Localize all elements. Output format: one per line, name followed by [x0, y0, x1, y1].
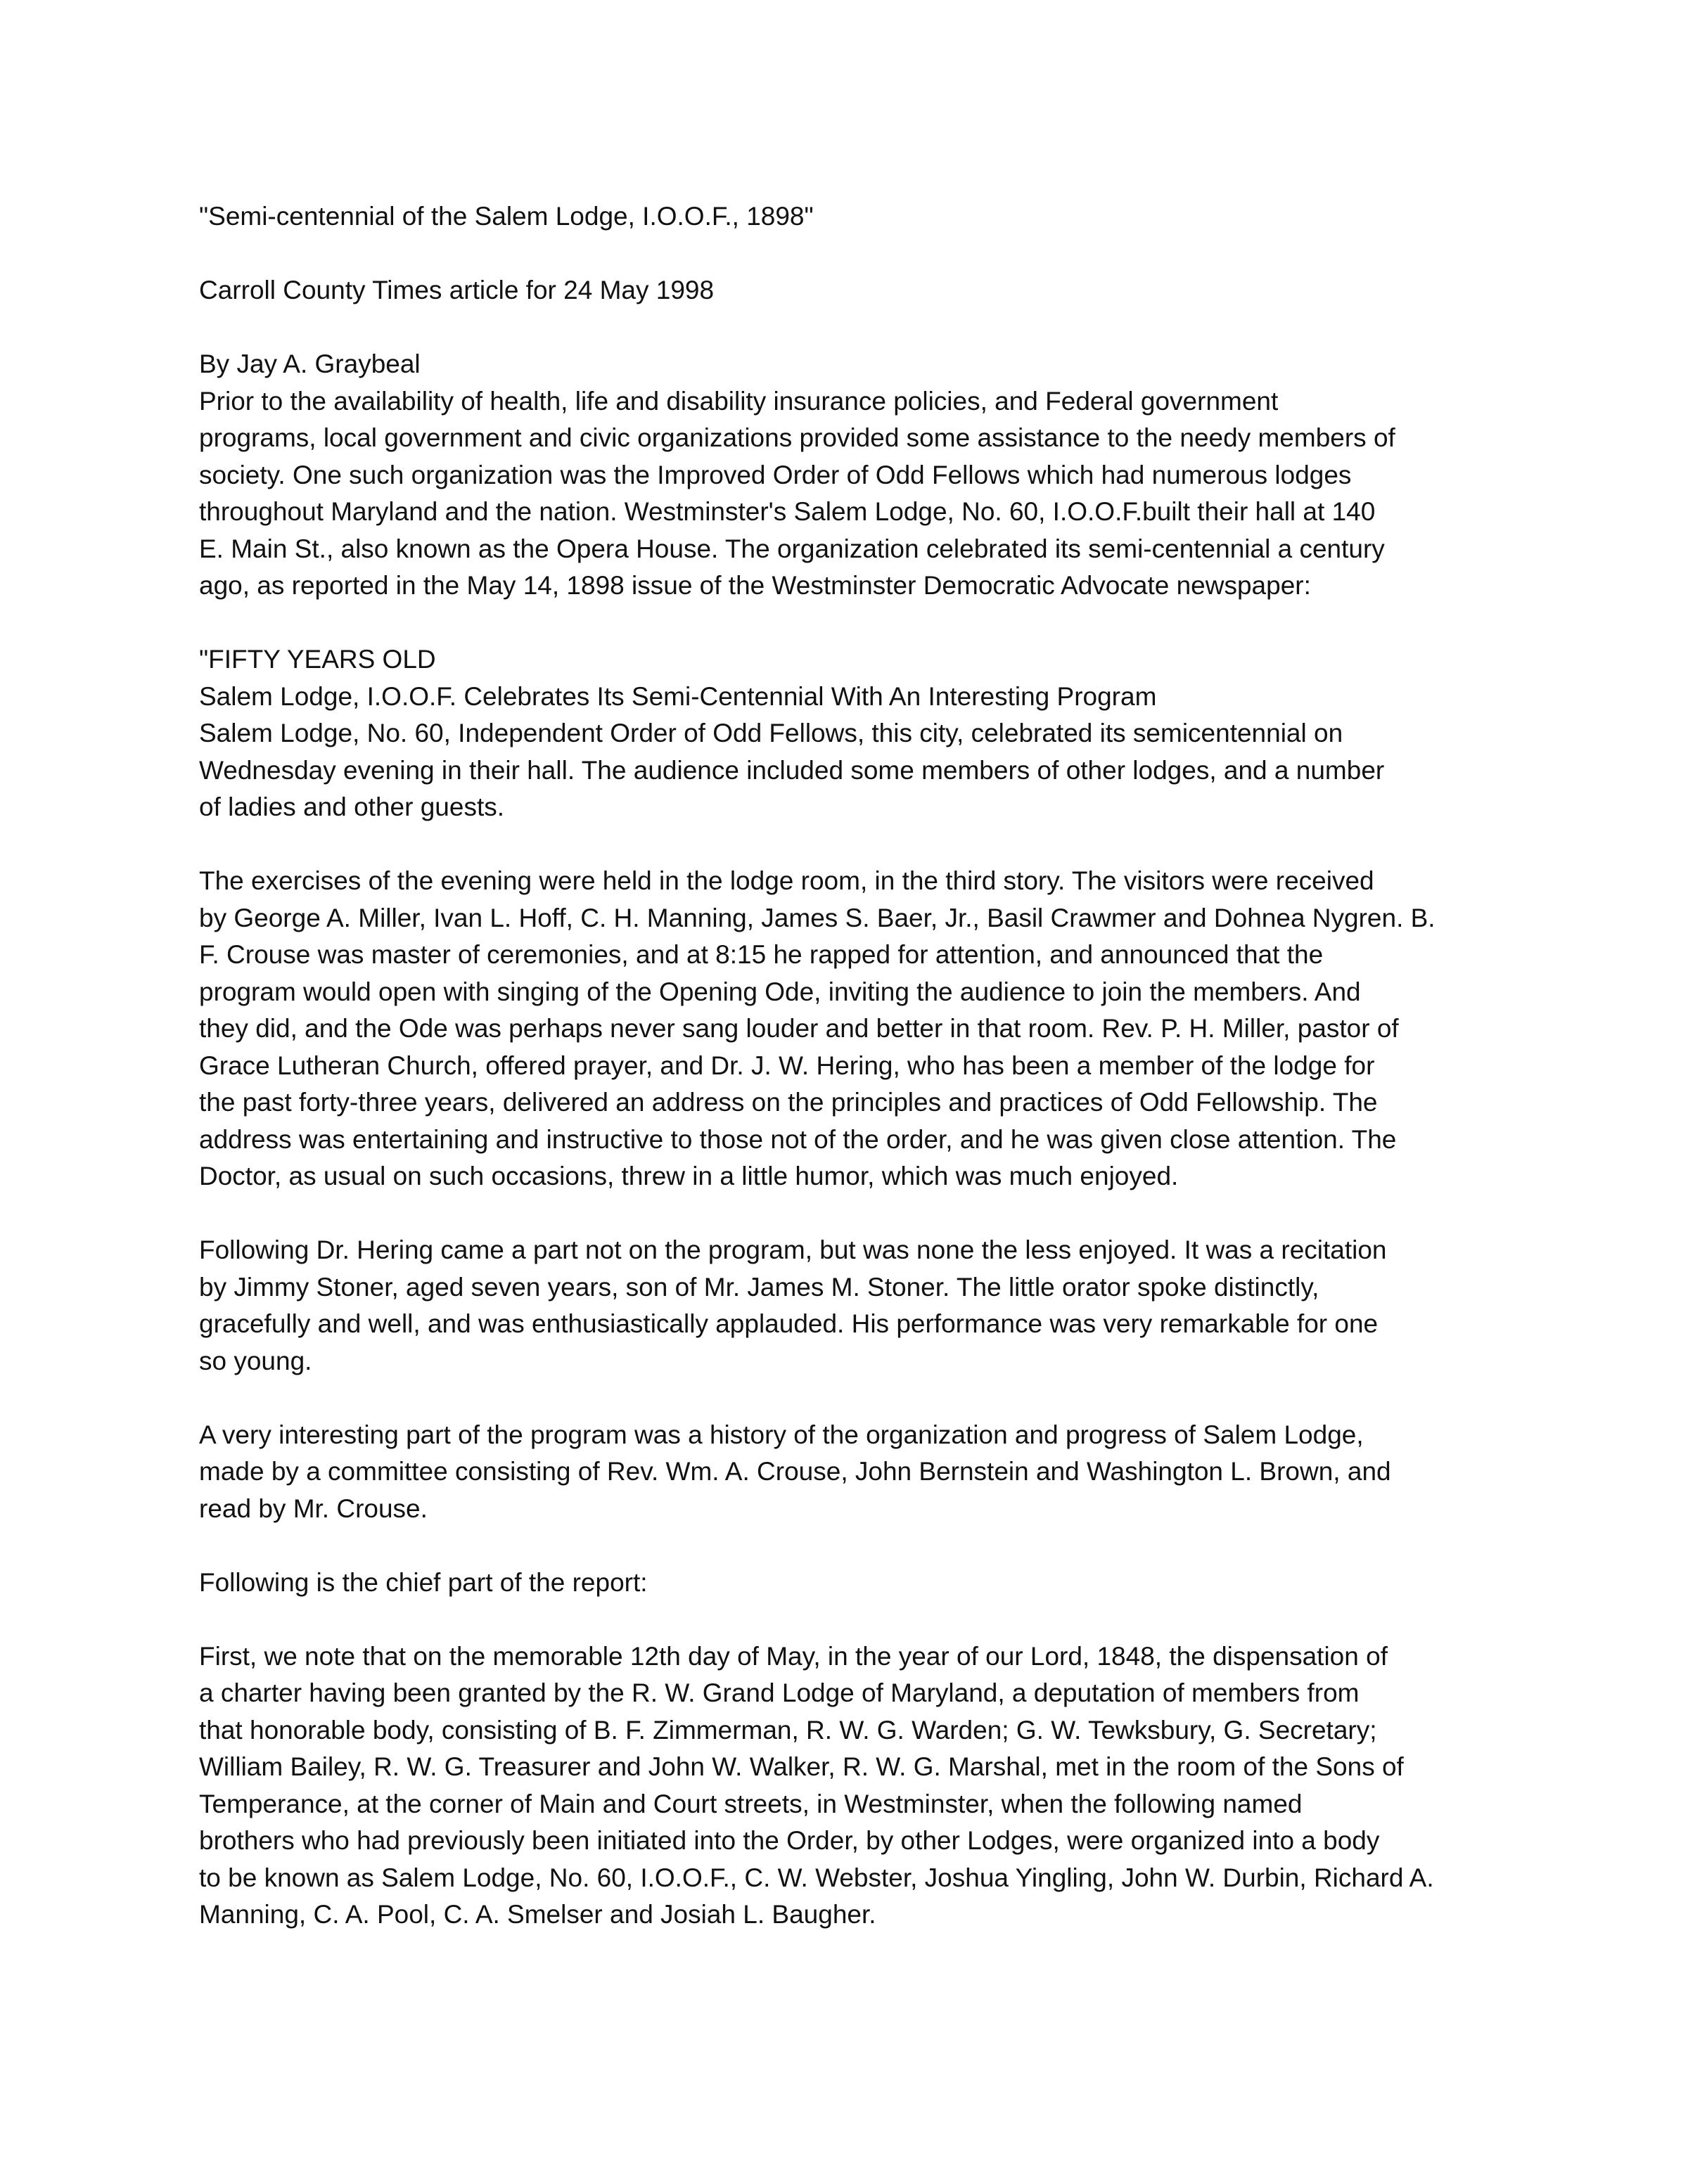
text-line: society. One such organization was the Improved Order of Odd Fellows which had numerous lodges [199, 460, 1352, 489]
text-line: gracefully and well, and was enthusiastically applauded. His performance was very remarkable for one [199, 1309, 1379, 1338]
text-line: Grace Lutheran Church, offered prayer, and Dr. J. W. Hering, who has been a member of the lodge for [199, 1051, 1375, 1080]
text-line: program would open with singing of the Opening Ode, inviting the audience to join the members. And [199, 977, 1361, 1006]
text-line: address was entertaining and instructive to those not of the order, and he was given close attention. The [199, 1124, 1397, 1154]
text-line: William Bailey, R. W. G. Treasurer and John W. Walker, R. W. G. Marshal, met in the room of the Sons of [199, 1752, 1404, 1781]
text-line: F. Crouse was master of ceremonies, and at 8:15 he rapped for attention, and announced that the [199, 940, 1324, 969]
spacer [199, 1380, 1521, 1417]
text-line: by Jimmy Stoner, aged seven years, son of Mr. James M. Stoner. The little orator spoke distinctly, [199, 1272, 1319, 1302]
text-line: of ladies and other guests. [199, 792, 505, 821]
text-line: Temperance, at the corner of Main and Court streets, in Westminster, when the following named [199, 1789, 1303, 1818]
text-line: read by Mr. Crouse. [199, 1494, 428, 1523]
text-line: they did, and the Ode was perhaps never sang louder and better in that room. Rev. P. H. Miller, pastor of [199, 1014, 1399, 1043]
intro-paragraph [199, 383, 1521, 605]
spacer [199, 605, 1521, 642]
text-line: ago, as reported in the May 14, 1898 issue of the Westminster Democratic Advocate newspaper: [199, 571, 1311, 600]
text-line: A very interesting part of the program was a history of the organization and progress of Salem Lodge, [199, 1420, 1364, 1449]
text-line: Prior to the availability of health, life and disability insurance policies, and Federal government [199, 386, 1279, 416]
document-title: "Semi-centennial of the Salem Lodge, I.O.O.F., 1898" [199, 202, 814, 231]
text-line: Following is the chief part of the report: [199, 1567, 648, 1597]
text-line: to be known as Salem Lodge, No. 60, I.O.O.F., C. W. Webster, Joshua Yingling, John W. Durbin, Richard A. [199, 1863, 1434, 1892]
article-subheadline: Salem Lodge, I.O.O.F. Celebrates Its Semi-Centennial With An Interesting Program [199, 681, 1157, 711]
text-line: the past forty-three years, delivered an address on the principles and practices of Odd Fellowship. The [199, 1088, 1378, 1117]
article-headline: "FIFTY YEARS OLD [199, 645, 436, 674]
document-page [199, 198, 1521, 1934]
article-paragraph [199, 1232, 1521, 1380]
text-line: Wednesday evening in their hall. The audience included some members of other lodges, and a number [199, 755, 1385, 785]
article-paragraph [199, 1417, 1521, 1528]
article-paragraph [199, 1565, 1521, 1602]
text-line: by George A. Miller, Ivan L. Hoff, C. H. Manning, James S. Baer, Jr., Basil Crawmer and Dohnea Nygren. B. [199, 903, 1436, 932]
text-line: so young. [199, 1346, 312, 1375]
article-paragraph [199, 715, 1521, 826]
text-line: made by a committee consisting of Rev. Wm. A. Crouse, John Bernstein and Washington L. Brown, and [199, 1457, 1391, 1486]
text-line: a charter having been granted by the R. W. Grand Lodge of Maryland, a deputation of members from [199, 1678, 1360, 1707]
text-line: throughout Maryland and the nation. Westminster's Salem Lodge, No. 60, I.O.O.F.built their hall at 140 [199, 497, 1376, 526]
spacer [199, 1195, 1521, 1233]
text-line: programs, local government and civic organizations provided some assistance to the needy members of [199, 423, 1395, 452]
article-paragraph [199, 1638, 1521, 1934]
text-line: The exercises of the evening were held in the lodge room, in the third story. The visitors were received [199, 866, 1374, 895]
article-paragraph [199, 863, 1521, 1195]
spacer [199, 1527, 1521, 1565]
byline: By Jay A. Graybeal [199, 349, 421, 378]
text-line: that honorable body, consisting of B. F. Zimmerman, R. W. G. Warden; G. W. Tewksbury, G. Secretary; [199, 1715, 1377, 1745]
source-line: Carroll County Times article for 24 May 1998 [199, 276, 715, 304]
text-line: Doctor, as usual on such occasions, threw in a little humor, which was much enjoyed. [199, 1162, 1179, 1190]
spacer [199, 826, 1521, 863]
spacer [199, 1601, 1521, 1638]
spacer [199, 309, 1521, 347]
text-line: Salem Lodge, No. 60, Independent Order of Odd Fellows, this city, celebrated its semicentennial on [199, 719, 1343, 747]
text-line: Manning, C. A. Pool, C. A. Smelser and Josiah L. Baugher. [199, 1900, 876, 1929]
text-line: brothers who had previously been initiated into the Order, by other Lodges, were organized into a body [199, 1826, 1380, 1855]
text-line: E. Main St., also known as the Opera House. The organization celebrated its semi-centennial a century [199, 534, 1385, 563]
spacer [199, 236, 1521, 273]
text-line: First, we note that on the memorable 12th day of May, in the year of our Lord, 1848, the dispensation of [199, 1641, 1388, 1671]
text-line: Following Dr. Hering came a part not on the program, but was none the less enjoyed. It was a recitation [199, 1235, 1387, 1264]
